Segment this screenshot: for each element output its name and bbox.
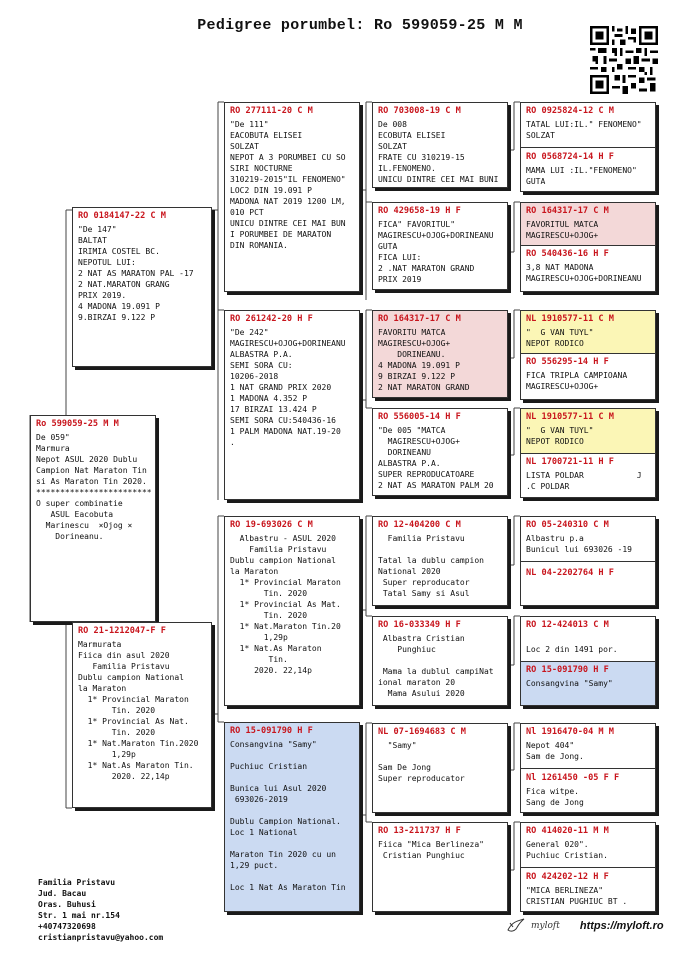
pigeon-description: 3,8 NAT MADONA MAGIRESCU+OJOG+DORINEANU [526,263,642,283]
pigeon-ring-id: RO 15-091790 H F [526,665,609,675]
brand-url-link[interactable]: https://myloft.ro [579,920,664,932]
pigeon-ring-id: NL 1700721-11 H F [526,457,614,467]
great-grandparent-card-1 [372,102,508,188]
pigeon-ring-id: RO 13-211737 H F [378,826,461,836]
great-grandparent-card-2 [372,202,508,290]
pigeon-ring-id: RO 424202-12 H F [526,872,609,882]
page-title: Pedigree porumbel: Ro 599059-25 M M [197,17,523,34]
pigeon-description: Albastra Cristian Punghiuc Mama la dublul campiNat ional maraton 20 Mama Asului 2020 [378,634,494,698]
pigeon-description: "De 111" EACOBUTA ELISEI SOLZAT NEPOT A 3 PORUMBEI CU SO SIRI NOCTURNE 310219-2015"IL FENOMENO" LOC2 DIN 19.091 P MADONA NAT 2019 1200 LM, 010 PCT UNICU DINTRE CEI MAI BUN I PORUMBEI DE MARATON DIN ROMANIA. [230,120,346,250]
sire-card [72,207,212,367]
pigeon-description: "De 005 "MATCA MAGIRESCU+OJOG+ DORINEANU ALBASTRA P.A. SUPER REPRODUCATOARE 2 NAT AS MARATON PALM 20 [378,426,494,490]
pigeon-description: "De 147" BALTAT IRIMIA COSTEL BC. NEPOTUL LUI: 2 NAT AS MARATON PAL -17 2 NAT.MARATON GRANG PRIX 2019. 4 MADONA 19.091 P 9.BIRZAI 9.122 P [78,225,194,322]
main-pigeon-card [30,415,156,622]
pigeon-ring-id: RO 0925824-12 C M [526,106,614,116]
pigeon-description: De 059" Marmura Nepot ASUL 2020 Dublu Campion Nat Maraton Tin si As Maraton Tin 2020. ************************ O super combinatie ASUL Eacobuta Marinescu ×Ojog × Dorineanu. [36,433,152,541]
pigeon-ring-id: RO 15-091790 H F [230,726,313,736]
pigeon-ring-id: RO 277111-20 C M [230,106,313,116]
great-grandparent-card-8 [372,822,508,912]
pigeon-description: Nepot 404" Sam de Jong. [526,741,584,761]
great-grandparent-card-7 [372,723,508,813]
pigeon-ring-id: RO 12-404200 C M [378,520,461,530]
pigeon-ring-id: NL 07-1694683 C M [378,727,466,737]
pigeon-description: Consangvina "Samy" Puchiuc Cristian Bunica lui Asul 2020 693026-2019 Dublu Campion National. Loc 1 National Maraton Tin 2020 cu un 1,29 puct. Loc 1 Nat As Maraton Tin [230,740,346,892]
gen4-card-5 [520,516,656,606]
pigeon-description: FICA" FAVORITUL" MAGIRESCU+OJOG+DORINEANU GUTA FICA LUI: 2 .NAT MARATON GRAND PRIX 2019 [378,220,494,284]
great-grandparent-card-6 [372,616,508,706]
gen4-card-2 [520,202,656,292]
pigeon-description: FAVORITU MATCA MAGIRESCU+OJOG+ DORINEANU. 4 MADONA 19.091 P 9 BIRZAI 9.122 P 2 NAT MARATON GRAND [378,328,470,392]
pigeon-description: MAMA LUI :IL."FENOMENO" GUTA [526,166,637,186]
card-divider [521,561,655,562]
brand-logo-text: myloft [531,921,560,931]
pigeon-description: Consangvina "Samy" [526,679,613,688]
pigeon-ring-id: RO 164317-17 C M [526,206,609,216]
great-grandparent-card-5 [372,516,508,606]
dam-sire-card [224,516,360,706]
qr-code-icon [590,26,658,94]
pigeon-ring-id: RO 164317-17 C M [378,314,461,324]
pigeon-description: "De 242" MAGIRESCU+OJOG+DORINEANU ALBASTRA P.A. SEMI SORA CU: 10206-2018 1 NAT GRAND PRIX 2020 1 MADONA 4.352 P 17 BIRZAI 13.424 P SEMI SORA CU:540436-16 1 PALM MADONA NAT.19-20 . [230,328,346,447]
card-divider [521,147,655,148]
great-grandparent-card-3 [372,310,508,398]
pigeon-ring-id: RO 703008-19 C M [378,106,461,116]
pigeon-description: " G VAN TUYL" NEPOT RODICO [526,328,594,348]
sire-dam-card [224,310,360,500]
pigeon-description: FICA TRIPLA CAMPIOANA MAGIRESCU+OJOG+ [526,371,628,391]
pigeon-ring-id: RO 414020-11 M M [526,826,609,836]
dove-icon [507,918,525,934]
pigeon-ring-id: RO 16-033349 H F [378,620,461,630]
pigeon-ring-id: NL 1910577-11 C M [526,314,614,324]
brand-footer [507,918,664,934]
pigeon-ring-id: RO 19-693026 C M [230,520,313,530]
pigeon-ring-id: RO 12-424013 C M [526,620,609,630]
gen4-card-6 [520,616,656,706]
dam-dam-card [224,722,360,912]
owner-info: Familia Pristavu Jud. Bacau Oras. Buhusi Str. 1 mai nr.154 +40747320698 cristianpristavu@yahoo.com [38,878,164,942]
pigeon-ring-id: Nl 1261450 -05 F F [526,773,620,783]
pigeon-description: " G VAN TUYL" NEPOT RODICO [526,426,594,446]
pigeon-ring-id: Ro 599059-25 M M [36,419,119,429]
gen4-card-3 [520,310,656,400]
pigeon-description: Fiica "Mica Berlineza" Cristian Punghiuc [378,840,484,860]
gen4-card-7 [520,723,656,813]
pigeon-ring-id: RO 556295-14 H F [526,357,609,367]
pigeon-ring-id: Nl 1916470-04 M M [526,727,614,737]
pigeon-description: "Samy" Sam De Jong Super reproducator [378,741,465,783]
pigeon-description: TATAL LUI:IL." FENOMENO" SOLZAT [526,120,642,140]
card-divider [521,867,655,868]
great-grandparent-card-4 [372,408,508,496]
pigeon-ring-id: RO 261242-20 H F [230,314,313,324]
pigeon-description: FAVORITUL MATCA MAGIRESCU+OJOG+ [526,220,599,240]
pigeon-ring-id: RO 0184147-22 C M [78,211,166,221]
pigeon-description: General 020". Puchiuc Cristian. [526,840,608,860]
pigeon-description: LISTA POLDAR J .C POLDAR [526,471,642,491]
sire-sire-card [224,102,360,292]
pigeon-description: Albastru p.a Bunicul lui 693026 -19 [526,534,632,554]
pigeon-description: Familia Pristavu Tatal la dublu campion National 2020 Super reproducator Tatal Samy si Asul [378,534,484,598]
pigeon-ring-id: RO 556005-14 H F [378,412,461,422]
gen4-card-8 [520,822,656,912]
pigeon-description: Marmurata Fiica din asul 2020 Familia Pristavu Dublu campion National la Maraton 1* Provincial Maraton Tin. 2020 1* Provincial As Nat. Tin. 2020 1* Nat.Maraton Tin.2020 1,29p 1* Nat.As Maraton Tin. 2020. 22,14p [78,640,199,781]
pigeon-description [521,579,530,581]
pigeon-ring-id: RO 0568724-14 H F [526,152,614,162]
pigeon-ring-id: RO 05-240310 C M [526,520,609,530]
pigeon-ring-id: NL 04-2202764 H F [526,568,614,578]
pigeon-ring-id: RO 21-1212047-F F [78,626,166,636]
pigeon-description: Albastru - ASUL 2020 Familia Pristavu Dublu campion National la Maraton 1* Provincial Maraton Tin. 2020 1* Provincial As Mat. Tin. 2020 1* Nat.Maraton Tin.20 1,29p 1* Nat.As Maraton Tin. 2020. 22,14p [230,534,341,675]
dam-card [72,622,212,808]
pigeon-description: "MICA BERLINEZA" CRISTIAN PUGHIUC BT . [526,886,628,906]
pigeon-description: De 008 ECOBUTA ELISEI SOLZAT FRATE CU 310219-15 IL.FENOMENO. UNICU DINTRE CEI MAI BUNI [378,120,499,184]
pigeon-description: Loc 2 din 1491 por. [526,645,618,654]
pigeon-description: Fica witpe. Sang de Jong [526,787,584,807]
gen4-card-1 [520,102,656,192]
pigeon-ring-id: RO 429658-19 H F [378,206,461,216]
card-divider [521,768,655,769]
pigeon-ring-id: NL 1910577-11 C M [526,412,614,422]
pigeon-ring-id: RO 540436-16 H F [526,249,609,259]
gen4-card-4 [520,408,656,498]
